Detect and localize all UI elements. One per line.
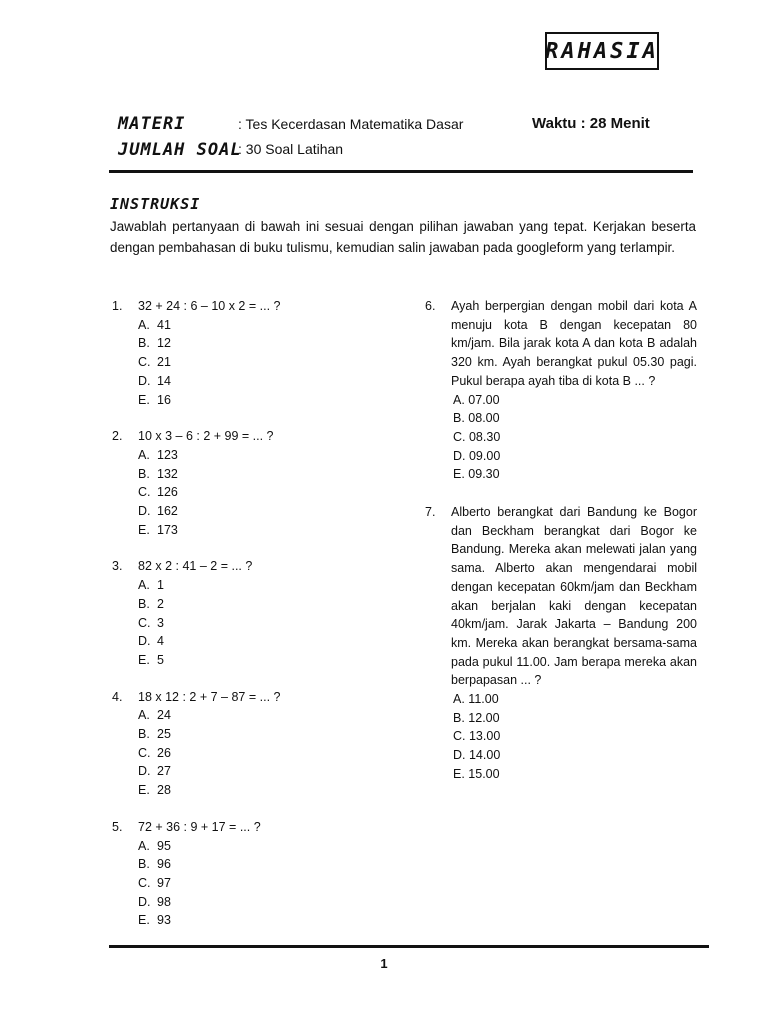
jumlah-soal-value: : 30 Soal Latihan bbox=[238, 141, 344, 157]
question bbox=[112, 818, 412, 930]
answer-option: A. 07.00 bbox=[453, 392, 500, 407]
answer-option: C. 97 bbox=[138, 875, 171, 890]
question-number: 7. bbox=[425, 505, 436, 520]
question-text: 72 + 36 : 9 + 17 = ... ? bbox=[138, 819, 261, 834]
time-limit: Waktu : 28 Menit bbox=[532, 115, 650, 132]
answer-option: D. 14 bbox=[138, 373, 171, 388]
question-text: Ayah berpergian dengan mobil dari kota A menuju kota B dengan kecepatan 80 km/jam. Bila jarak kota A dan kota B adalah 320 km. Ayah berangkat pukul 05.30 pagi. Pukul berapa ayah tiba di kota B ... ? bbox=[451, 299, 697, 388]
instruction-title: INSTRUKSI bbox=[110, 195, 201, 213]
answer-option: E. 15.00 bbox=[453, 766, 500, 781]
answer-option: D. 162 bbox=[138, 504, 178, 519]
answer-option: D. 27 bbox=[138, 764, 171, 779]
answer-option: B. 08.00 bbox=[453, 411, 500, 426]
questions-left-column bbox=[112, 297, 412, 930]
answer-option: E. 93 bbox=[138, 913, 171, 928]
answer-option: C. 26 bbox=[138, 745, 171, 760]
answer-option: B. 12 bbox=[138, 336, 171, 351]
answer-option: E. 173 bbox=[138, 522, 178, 537]
answer-option: B. 96 bbox=[138, 857, 171, 872]
materi-label: MATERI bbox=[118, 114, 186, 134]
answer-option: E. 28 bbox=[138, 783, 171, 798]
answer-option: C. 3 bbox=[138, 615, 164, 630]
page-number: 1 bbox=[380, 956, 388, 971]
question-text: 18 x 12 : 2 + 7 – 87 = ... ? bbox=[138, 689, 281, 704]
rahasia-stamp: RAHASIA bbox=[545, 32, 659, 70]
answer-option: C. 08.30 bbox=[453, 429, 501, 444]
questions-right-column bbox=[425, 297, 697, 784]
answer-option: A. 1 bbox=[138, 578, 164, 593]
question-number: 3. bbox=[112, 559, 123, 574]
answer-option: A. 123 bbox=[138, 447, 178, 462]
question bbox=[112, 427, 412, 539]
question bbox=[425, 503, 697, 784]
answer-option: E. 5 bbox=[138, 652, 164, 667]
question-text: 10 x 3 – 6 : 2 + 99 = ... ? bbox=[138, 429, 274, 444]
question-number: 1. bbox=[112, 299, 123, 313]
answer-option: A. 24 bbox=[138, 708, 171, 723]
answer-option: C. 21 bbox=[138, 355, 171, 370]
answer-option: B. 132 bbox=[138, 466, 178, 481]
question-text: Alberto berangkat dari Bandung ke Bogor dan Beckham berangkat dari Bogor ke Bandung. Mereka akan melewati jalan yang sama. Alberto akan mengendarai mobil dengan kecepatan 60km/jam dan Beckham akan berjalan kaki dengan kecepatan 40km/jam. Jarak Jakarta – Bandung 200 km. Mereka akan berangkat bersama-sama pada pukul 11.00. Jam berapa mereka akan berpapasan ... ? bbox=[451, 505, 697, 688]
footer-divider bbox=[109, 945, 709, 948]
question-text: 82 x 2 : 41 – 2 = ... ? bbox=[138, 559, 253, 574]
answer-option: A. 11.00 bbox=[453, 692, 499, 707]
question bbox=[112, 297, 412, 409]
question-number: 4. bbox=[112, 689, 123, 704]
instruction-text: Jawablah pertanyaan di bawah ini sesuai dengan pilihan jawaban yang tepat. Kerjakan beserta dengan pembahasan di buku tulismu, kemudian salin jawaban pada googleform yang terlampir. bbox=[110, 219, 696, 255]
answer-option: D. 14.00 bbox=[453, 748, 501, 763]
answer-option: D. 98 bbox=[138, 894, 171, 909]
answer-option: B. 12.00 bbox=[453, 710, 500, 725]
jumlah-soal-label: JUMLAH SOAL bbox=[118, 140, 242, 160]
header-divider bbox=[109, 170, 693, 173]
answer-option: D. 4 bbox=[138, 634, 164, 649]
question bbox=[112, 688, 412, 800]
answer-option: A. 95 bbox=[138, 838, 171, 853]
question bbox=[112, 557, 412, 669]
answer-option: A. 41 bbox=[138, 317, 171, 332]
question-number: 2. bbox=[112, 429, 123, 444]
question-number: 5. bbox=[112, 819, 123, 834]
answer-option: E. 09.30 bbox=[453, 467, 500, 482]
answer-option: C. 126 bbox=[138, 485, 178, 500]
answer-option: D. 09.00 bbox=[453, 448, 501, 463]
question bbox=[425, 297, 697, 484]
answer-option: B. 25 bbox=[138, 727, 171, 742]
answer-option: C. 13.00 bbox=[453, 729, 501, 744]
question-number: 6. bbox=[425, 299, 436, 313]
question-text: 32 + 24 : 6 – 10 x 2 = ... ? bbox=[138, 299, 281, 313]
materi-value: : Tes Kecerdasan Matematika Dasar bbox=[238, 116, 464, 132]
answer-option: E. 16 bbox=[138, 392, 171, 407]
answer-option: B. 2 bbox=[138, 596, 164, 611]
